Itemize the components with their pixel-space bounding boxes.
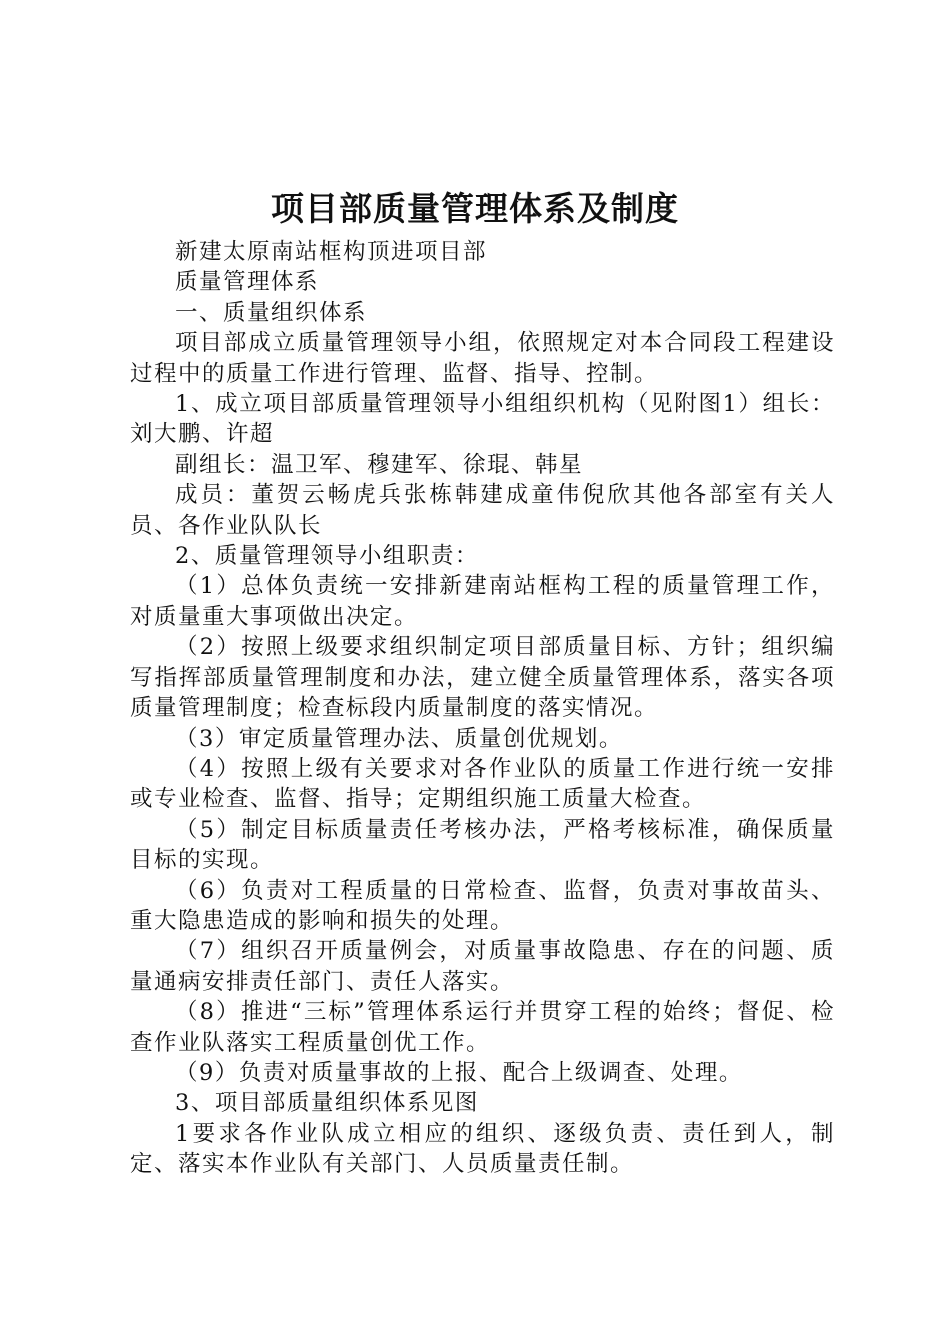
paragraph-system-heading: 质量管理体系 [175, 269, 320, 296]
duty-item-3: （3）审定质量管理办法、质量创优规划。 [175, 725, 623, 752]
paragraph-deputy-leaders: 副组长：温卫军、穆建军、徐琨、韩星 [175, 451, 584, 478]
duty-item-2: （2）按照上级要求组织制定项目部质量目标、方针；组织编写指挥部质量管理制度和办法，建立健全质量管理体系，落实各项质量管理制度；检查标段内质量制度的落实情况。 [130, 634, 835, 722]
paragraph-intro: 项目部成立质量管理领导小组，依照规定对本合同段工程建设过程中的质量工作进行管理、监督、指导、控制。 [130, 330, 835, 387]
duty-item-1: （1）总体负责统一安排新建南站框构工程的质量管理工作，对质量重大事项做出决定。 [130, 573, 835, 630]
duty-item-6: （6）负责对工程质量的日常检查、监督，负责对事故苗头、重大隐患造成的影响和损失的处理。 [130, 877, 835, 934]
paragraph-project-name: 新建太原南站框构顶进项目部 [175, 239, 488, 265]
duty-item-4: （4）按照上级有关要求对各作业队的质量工作进行统一安排或专业检查、监督、指导；定期组织施工质量大检查。 [130, 755, 835, 813]
section-heading-organization: 一、质量组织体系 [175, 299, 368, 326]
duty-item-9: （9）负责对质量事故的上报、配合上级调查、处理。 [175, 1059, 743, 1086]
paragraph-leader-group: 1、成立项目部质量管理领导小组组织机构（见附图1）组长：刘大鹏、许超 [130, 391, 835, 448]
duty-item-5: （5）制定目标质量责任考核办法，严格考核标准，确保质量目标的实现。 [130, 816, 835, 874]
document-title: 项目部质量管理体系及制度 [271, 189, 679, 228]
duty-item-8: （8）推进“三标”管理体系运行并贯穿工程的始终；督促、检查作业队落实工程质量创优工作。 [130, 999, 835, 1056]
duty-item-7: （7）组织召开质量例会，对质量事故隐患、存在的问题、质量通病安排责任部门、责任人落实。 [130, 938, 835, 995]
paragraph-system-diagram: 3、项目部质量组织体系见图 [175, 1090, 479, 1117]
paragraph-team-requirements: 1要求各作业队成立相应的组织、逐级负责、责任到人，制定、落实本作业队有关部门、人员质量责任制。 [130, 1120, 835, 1178]
paragraph-duties-heading: 2、质量管理领导小组职责： [175, 543, 479, 570]
paragraph-members: 成员：董贺云畅虎兵张栋韩建成童伟倪欣其他各部室有关人员、各作业队队长 [130, 482, 835, 539]
document-body [130, 237, 835, 1180]
